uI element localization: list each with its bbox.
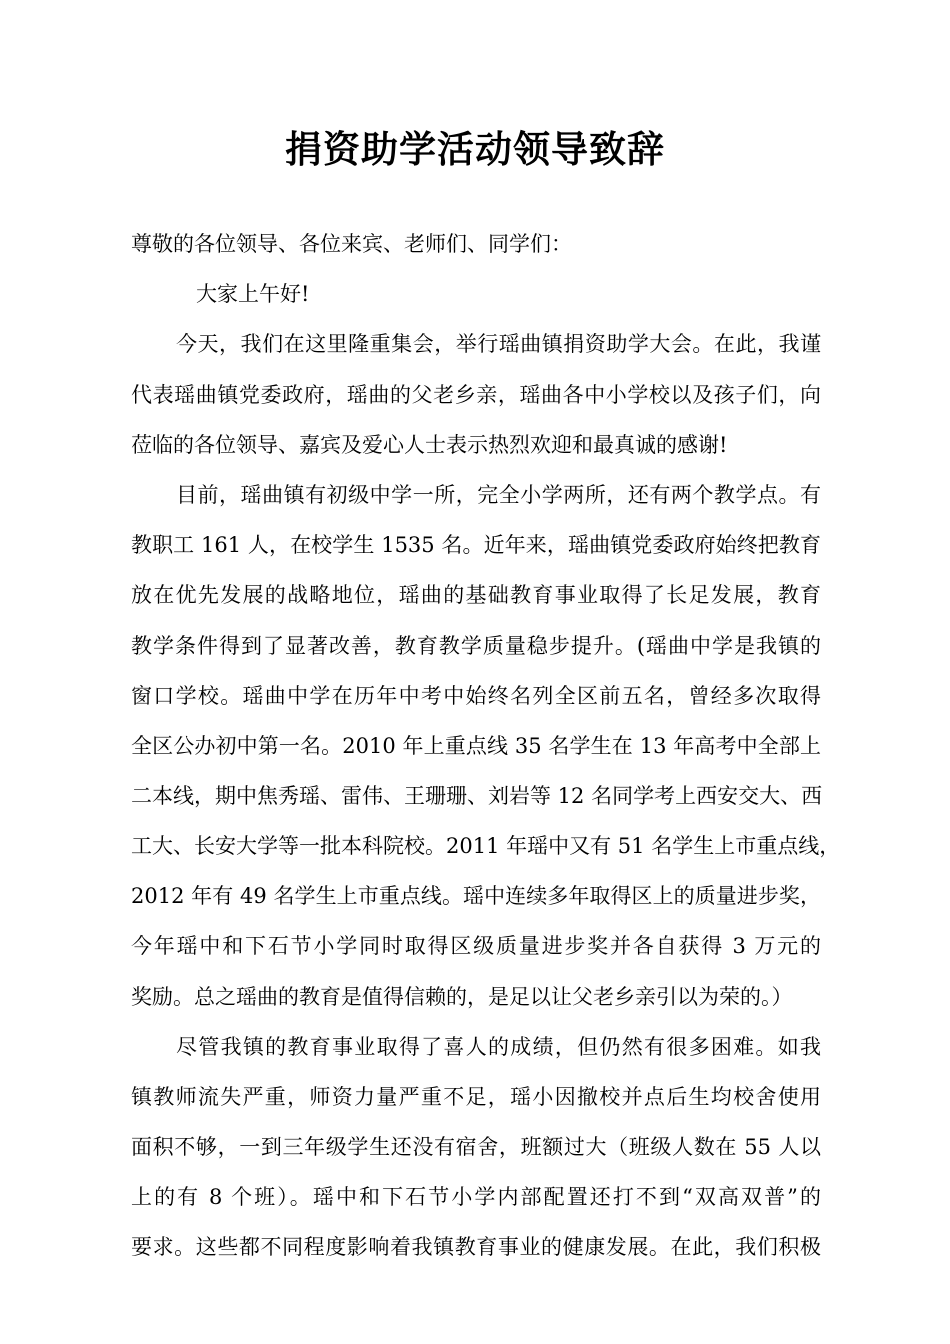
- document-title: 捐资助学活动领导致辞: [285, 127, 665, 171]
- paragraph-line: 奖励。总之瑶曲的教育是值得信赖的，是足以让父老乡亲引以为荣的。）: [131, 985, 793, 1009]
- paragraph-line: 2012 年有 49 名学生上市重点线。瑶中连续多年取得区上的质量进步奖，: [131, 884, 821, 908]
- paragraph-line: 今年瑶中和下石节小学同时取得区级质量进步奖并各自获得 3 万元的: [131, 934, 821, 958]
- paragraph-line: 要求。这些都不同程度影响着我镇教育事业的健康发展。在此，我们积极: [131, 1235, 821, 1259]
- paragraph-line: 尽管我镇的教育事业取得了喜人的成绩，但仍然有很多困难。如我: [176, 1035, 821, 1059]
- paragraph-line: 工大、长安大学等一批本科院校。2011 年瑶中又有 51 名学生上市重点线，: [131, 834, 841, 858]
- paragraph-line: 放在优先发展的战略地位，瑶曲的基础教育事业取得了长足发展，教育: [131, 583, 821, 607]
- paragraph-line: 代表瑶曲镇党委政府，瑶曲的父老乡亲，瑶曲各中小学校以及孩子们，向: [131, 383, 821, 407]
- paragraph-line: 面积不够，一到三年级学生还没有宿舍，班额过大（班级人数在 55 人以: [131, 1135, 821, 1159]
- paragraph-line: 目前，瑶曲镇有初级中学一所，完全小学两所，还有两个教学点。有: [176, 483, 821, 507]
- salutation: 尊敬的各位领导、各位来宾、老师们、同学们：: [131, 232, 572, 256]
- paragraph-line: 教职工 161 人，在校学生 1535 名。近年来，瑶曲镇党委政府始终把教育: [131, 533, 821, 557]
- paragraph-line: 镇教师流失严重，师资力量严重不足，瑶小因撤校并点后生均校舍使用: [131, 1085, 821, 1109]
- paragraph-line: 二本线，期中焦秀瑶、雷伟、王珊珊、刘岩等 12 名同学考上西安交大、西: [131, 784, 823, 808]
- paragraph-line: 今天，我们在这里隆重集会，举行瑶曲镇捐资助学大会。在此，我谨: [176, 332, 821, 356]
- paragraph-line: 全区公办初中第一名。2010 年上重点线 35 名学生在 13 年高考中全部上: [131, 734, 821, 758]
- paragraph-line: 教学条件得到了显著改善，教育教学质量稳步提升。(瑶曲中学是我镇的: [131, 634, 821, 658]
- paragraph-line: 莅临的各位领导、嘉宾及爱心人士表示热烈欢迎和最真诚的感谢!: [131, 433, 728, 457]
- greeting: 大家上午好!: [196, 282, 310, 306]
- paragraph-line: 上的有 8 个班）。瑶中和下石节小学内部配置还打不到“双高双普”的: [131, 1185, 821, 1209]
- paragraph-line: 窗口学校。瑶曲中学在历年中考中始终名列全区前五名，曾经多次取得: [131, 684, 821, 708]
